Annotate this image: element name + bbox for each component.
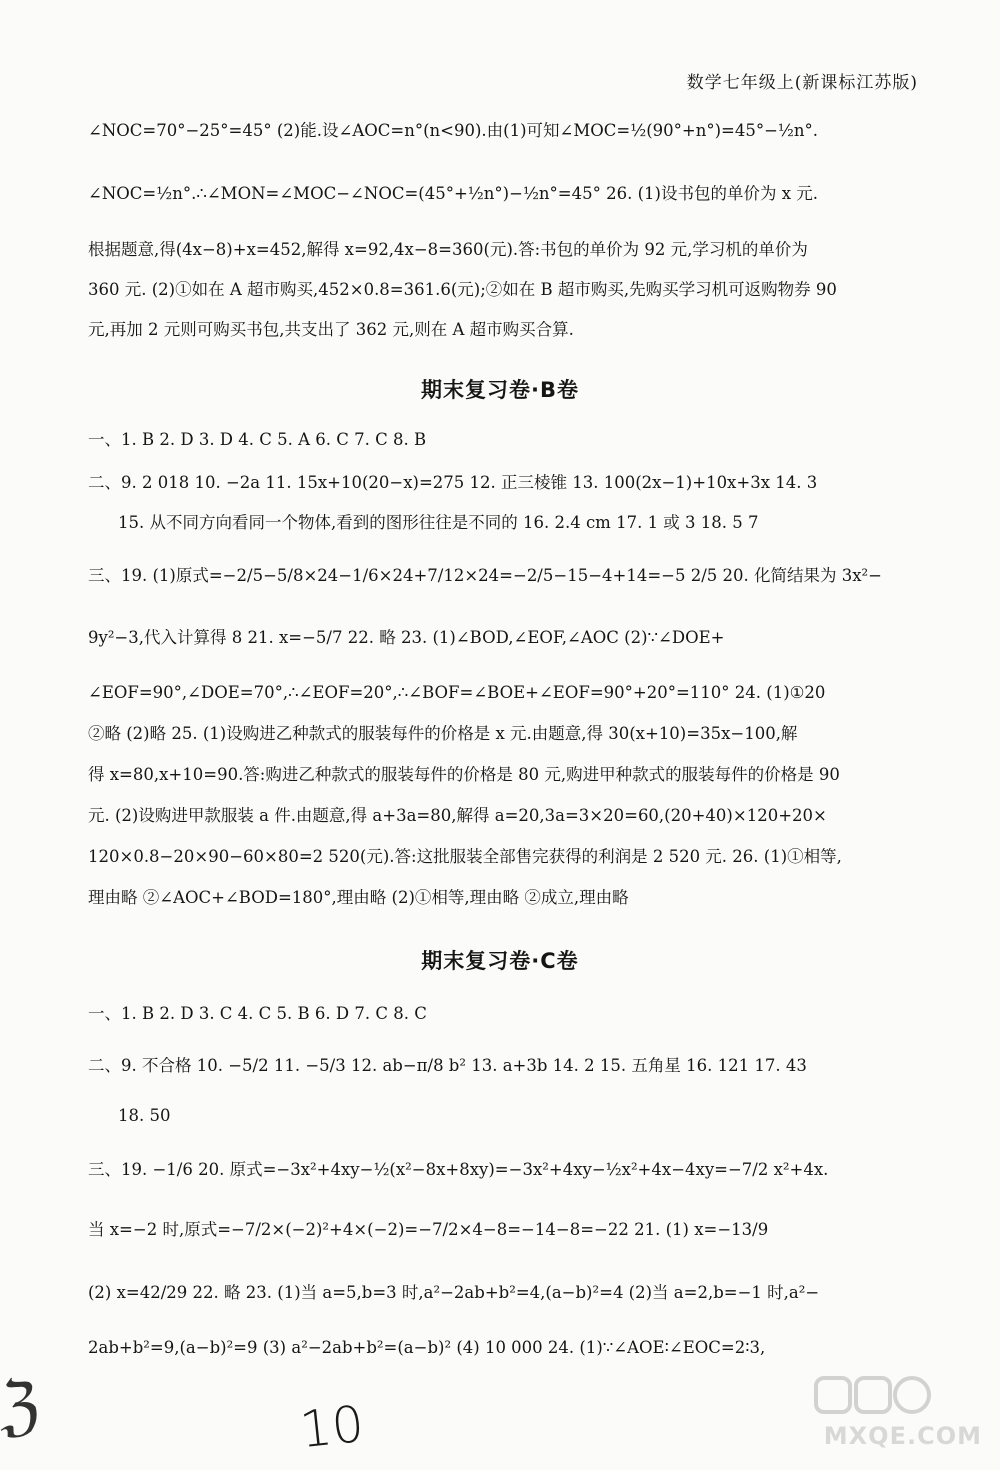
text-line: 二、9. 2 018 10. −2a 11. 15x+10(20−x)=275 12. 正三棱锥 13. 100(2x−1)+10x+3x 14. 3 [88,473,818,492]
text-line: ②略 (2)略 25. (1)设购进乙种款式的服装每件的价格是 x 元.由题意,得 30(x+10)=35x−100,解 [88,724,798,743]
text-line: 二、9. 不合格 10. −5/2 11. −5/3 12. ab−π/8 b² 13. a+3b 14. 2 15. 五角星 16. 121 17. 43 [88,1056,807,1075]
page-header: 数学七年级上(新课标江苏版) [686,73,918,93]
text-line: 360 元. (2)①如在 A 超市购买,452×0.8=361.6(元);②如在 B 超市购买,先购买学习机可返购物券 90 [88,280,837,299]
text-line: ∠NOC=70°−25°=45° (2)能.设∠AOC=n°(n<90).由(1)可知∠MOC=½(90°+n°)=45°−½n°. [88,121,819,140]
text-line: 得 x=80,x+10=90.答:购进乙种款式的服装每件的价格是 80 元,购进甲种款式的服装每件的价格是 90 [88,765,840,784]
page-number: 10 [297,1394,367,1460]
text-line: 三、19. −1/6 20. 原式=−3x²+4xy−½(x²−8x+8xy)=−3x²+4xy−½x²+4x−4xy=−7/2 x²+4x. [88,1160,829,1179]
text-line: (2) x=42/29 22. 略 23. (1)当 a=5,b=3 时,a²−2ab+b²=4,(a−b)²=4 (2)当 a=2,b=−1 时,a²− [88,1283,820,1302]
watermark-text: MXQE.COM [823,1422,982,1450]
text-line: 9y²−3,代入计算得 8 21. x=−5/7 22. 略 23. (1)∠BOD,∠EOF,∠AOC (2)∵∠DOE+ [88,628,725,647]
text-line: 根据题意,得(4x−8)+x=452,解得 x=92,4x−8=360(元).答:书包的单价为 92 元,学习机的单价为 [88,240,808,259]
text-line: 18. 50 [118,1106,171,1125]
text-line: 一、1. B 2. D 3. D 4. C 5. A 6. C 7. C 8. B [88,430,427,449]
text-line: 15. 从不同方向看同一个物体,看到的图形往往是不同的 16. 2.4 cm 17. 1 或 3 18. 5 7 [118,513,759,532]
text-line: ∠NOC=½n°.∴∠MON=∠MOC−∠NOC=(45°+½n°)−½n°=45° 26. (1)设书包的单价为 x 元. [88,184,819,203]
section-title-c: 期末复习卷·C卷 [421,949,579,973]
text-line: 当 x=−2 时,原式=−7/2×(−2)²+4×(−2)=−7/2×4−8=−14−8=−22 21. (1) x=−13/9 [88,1220,769,1239]
text-line: ∠EOF=90°,∠DOE=70°,∴∠EOF=20°,∴∠BOF=∠BOE+∠EOF=90°+20°=110° 24. (1)①20 [88,683,826,702]
apple-doodle-icon: ℨ [0,1370,40,1444]
text-line: 120×0.8−20×90−60×80=2 520(元).答:这批服装全部售完获得的利润是 2 520 元. 26. (1)①相等, [88,847,842,866]
text-line: 一、1. B 2. D 3. C 4. C 5. B 6. D 7. C 8. C [88,1004,427,1023]
watermark-icon [812,1372,932,1420]
text-line: 元,再加 2 元则可购买书包,共支出了 362 元,则在 A 超市购买合算. [88,320,574,339]
text-line: 元. (2)设购进甲款服装 a 件.由题意,得 a+3a=80,解得 a=20,3a=3×20=60,(20+40)×120+20× [88,806,827,825]
section-title-b: 期末复习卷·B卷 [421,378,579,402]
text-line: 2ab+b²=9,(a−b)²=9 (3) a²−2ab+b²=(a−b)² (4) 10 000 24. (1)∵∠AOE∶∠EOC=2∶3, [88,1338,766,1357]
text-line: 理由略 ②∠AOC+∠BOD=180°,理由略 (2)①相等,理由略 ②成立,理由略 [88,888,629,907]
watermark-logo [812,1372,982,1452]
text-line: 三、19. (1)原式=−2/5−5/8×24−1/6×24+7/12×24=−2/5−15−4+14=−5 2/5 20. 化简结果为 3x²− [88,566,882,585]
